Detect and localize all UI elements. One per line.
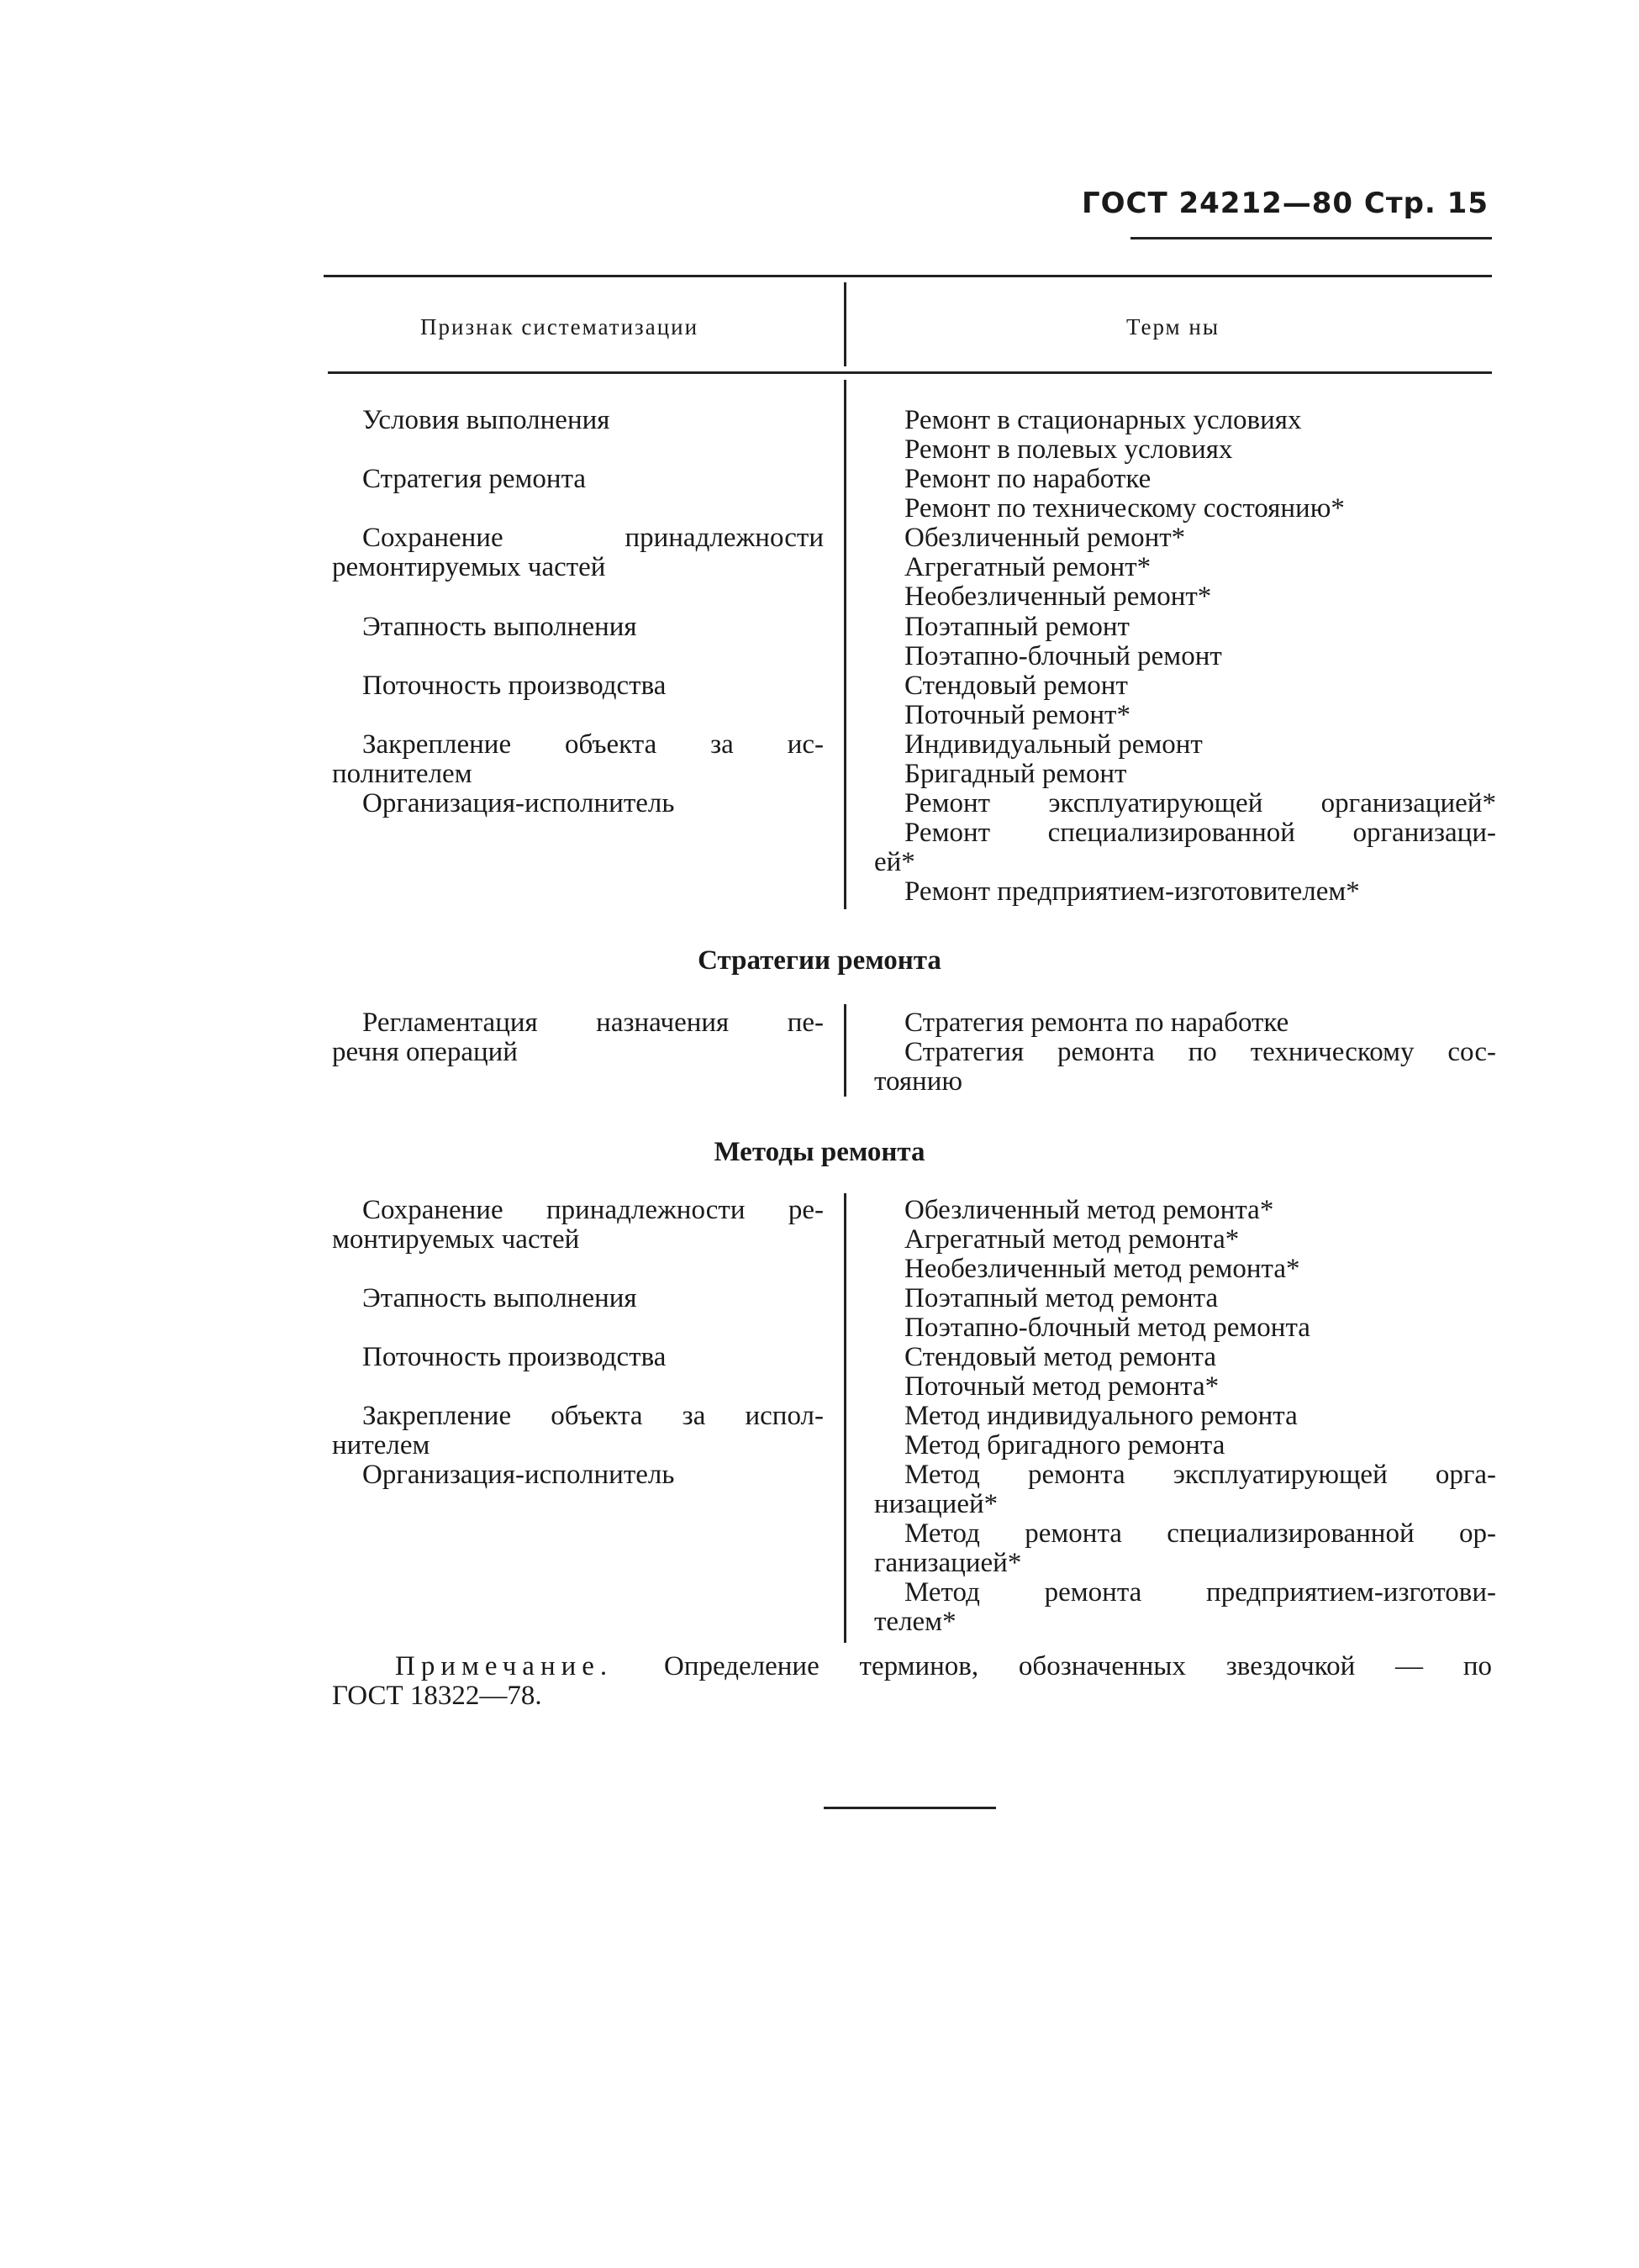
term-line: Метод ремонта предприятием-изготови- bbox=[904, 1577, 1496, 1608]
section-title-methods: Методы ремонта bbox=[714, 1137, 925, 1167]
end-rule bbox=[824, 1807, 996, 1809]
table-divider bbox=[844, 380, 846, 909]
term-line: Стратегия ремонта по наработке bbox=[904, 1008, 1289, 1038]
left-cell: Закрепление объекта за ис- bbox=[362, 729, 824, 760]
column-header-right: Терм ны bbox=[1126, 314, 1220, 339]
term-line: Метод ремонта специализированной ор- bbox=[904, 1518, 1496, 1549]
term-line: Поточный метод ремонта* bbox=[904, 1371, 1220, 1402]
term-line: низацией* bbox=[874, 1489, 999, 1519]
term-line: Ремонт в стационарных условиях bbox=[904, 405, 1302, 435]
left-cell: Стратегия ремонта bbox=[362, 464, 587, 494]
left-cell: Условия выполнения bbox=[362, 405, 610, 435]
term-line: ганизацией* bbox=[874, 1548, 1022, 1578]
term-line: Обезличенный метод ремонта* bbox=[904, 1195, 1274, 1225]
term-line: Поэтапно-блочный метод ремонта bbox=[904, 1313, 1310, 1343]
left-cell: Поточность производства bbox=[362, 1342, 667, 1372]
left-cell: Сохранение принадлежности ре- bbox=[362, 1195, 824, 1225]
term-line: Стендовый ремонт bbox=[904, 671, 1128, 701]
left-cell: полнителем bbox=[332, 759, 472, 789]
term-line: тоянию bbox=[874, 1066, 963, 1097]
term-line: ей* bbox=[874, 847, 915, 877]
term-line: Метод ремонта эксплуатирующей орга- bbox=[904, 1460, 1496, 1490]
term-line: Необезличенный метод ремонта* bbox=[904, 1254, 1300, 1284]
term-line: Обезличенный ремонт* bbox=[904, 523, 1186, 553]
left-cell: Регламентация назначения пе- bbox=[362, 1008, 824, 1038]
section-divider bbox=[844, 1004, 846, 1097]
term-line: Ремонт по техническому состоянию* bbox=[904, 493, 1345, 524]
term-line: Индивидуальный ремонт bbox=[904, 729, 1203, 760]
column-header-left: Признак систематизации bbox=[420, 314, 699, 339]
table-top-rule bbox=[324, 275, 1492, 277]
section-divider bbox=[844, 1193, 846, 1643]
term-line: Метод бригадного ремонта bbox=[904, 1430, 1225, 1460]
term-line: Ремонт в полевых условиях bbox=[904, 434, 1233, 465]
header-rule bbox=[1130, 237, 1492, 239]
term-line: Агрегатный метод ремонта* bbox=[904, 1224, 1240, 1255]
term-line: Бригадный ремонт bbox=[904, 759, 1127, 789]
left-cell: монтируемых частей bbox=[332, 1224, 580, 1255]
term-line: Необезличенный ремонт* bbox=[904, 581, 1212, 612]
table-divider bbox=[844, 282, 846, 366]
term-line: Стратегия ремонта по техническому сос- bbox=[904, 1037, 1496, 1067]
left-cell: Организация-исполнитель bbox=[362, 788, 675, 818]
note-text: Определение терминов, обозначенных звездочкой — по bbox=[664, 1651, 1492, 1681]
table-header-rule bbox=[328, 371, 1492, 374]
left-cell: Организация-исполнитель bbox=[362, 1460, 675, 1490]
term-line: Поэтапный метод ремонта bbox=[904, 1283, 1219, 1313]
left-cell: Поточность производства bbox=[362, 671, 667, 701]
term-line: Ремонт специализированной организаци- bbox=[904, 818, 1496, 848]
page-header: ГОСТ 24212—80 Стр. 15 bbox=[1081, 187, 1489, 220]
left-cell: Сохранение принадлежности bbox=[362, 523, 824, 553]
left-cell: ремонтируемых частей bbox=[332, 552, 606, 582]
term-line: Стендовый метод ремонта bbox=[904, 1342, 1217, 1372]
term-line: Поэтапный ремонт bbox=[904, 612, 1130, 642]
term-line: Ремонт по наработке bbox=[904, 464, 1152, 494]
left-cell: речня операций bbox=[332, 1037, 518, 1067]
term-line: Метод индивидуального ремонта bbox=[904, 1401, 1298, 1431]
term-line: Ремонт эксплуатирующей организацией* bbox=[904, 788, 1496, 818]
term-line: Агрегатный ремонт* bbox=[904, 552, 1152, 582]
term-line: Ремонт предприятием-изготовителем* bbox=[904, 876, 1360, 907]
term-line: Поточный ремонт* bbox=[904, 700, 1130, 730]
left-cell: Этапность выполнения bbox=[362, 612, 637, 642]
left-cell: Этапность выполнения bbox=[362, 1283, 637, 1313]
left-cell: Закрепление объекта за испол- bbox=[362, 1401, 824, 1431]
left-cell: нителем bbox=[332, 1430, 430, 1460]
note-text: ГОСТ 18322—78. bbox=[332, 1681, 542, 1711]
section-title-strategies: Стратегии ремонта bbox=[698, 945, 941, 976]
term-line: Поэтапно-блочный ремонт bbox=[904, 641, 1222, 671]
note-label: Примечание. bbox=[395, 1651, 614, 1681]
term-line: телем* bbox=[874, 1607, 957, 1637]
